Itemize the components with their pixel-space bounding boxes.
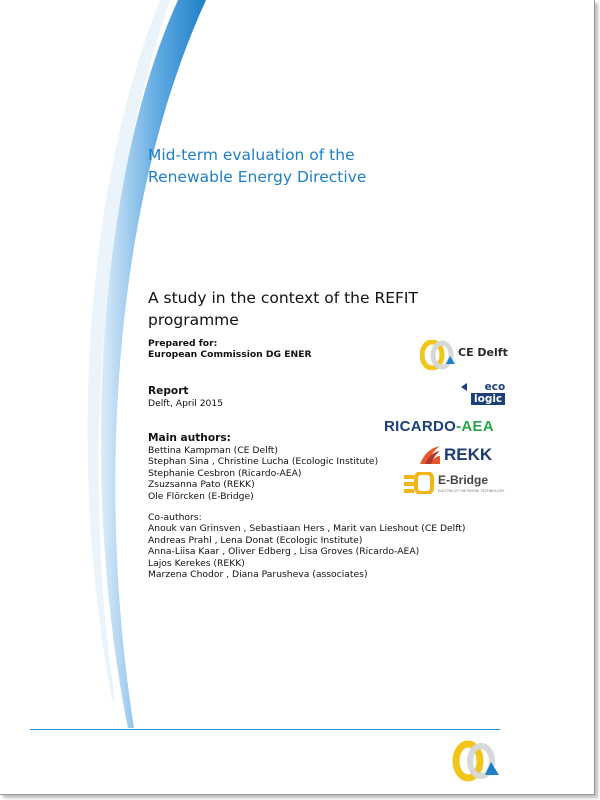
ecologic-logo (465, 381, 506, 407)
prepared-for-block (148, 338, 312, 361)
ecologic-wordmark (471, 381, 505, 405)
e-bridge-mark-icon (404, 472, 434, 494)
document-title (148, 144, 366, 188)
title-line-2: Renewable Energy Directive (148, 168, 367, 186)
ecologic-logo-text-top: eco (484, 381, 506, 393)
title-line-1: Mid-term evaluation of the (148, 146, 355, 164)
main-authors-label: Main authors: (148, 432, 231, 444)
author-line: Stephan Sina , Christine Lucha (Ecologic Institute) (148, 456, 379, 468)
footer-divider (30, 729, 500, 730)
prepared-for-label: Prepared for: (148, 338, 218, 349)
ecologic-logo-text-bottom: logic (471, 393, 505, 405)
rekk-logo (418, 444, 504, 468)
ricardo-logo-aea: AEA (461, 418, 494, 435)
report-date: Delft, April 2015 (148, 398, 224, 409)
co-author-line: Anna-Liisa Kaar , Oliver Edberg , Lisa Groves (Ricardo-AEA) (148, 546, 420, 558)
ce-delft-logo (420, 340, 510, 370)
co-author-line: Andreas Prahl , Lena Donat (Ecologic Institute) (148, 534, 363, 546)
ce-delft-mark-icon (420, 340, 458, 370)
ricardo-logo-dash: - (456, 418, 462, 435)
report-block (148, 385, 223, 409)
report-label: Report (148, 385, 189, 397)
document-subtitle: A study in the context of the REFIT programme (148, 289, 418, 329)
prepared-for-value: European Commission DG ENER (148, 349, 312, 361)
footer-ce-delft-logo (452, 740, 502, 782)
ecologic-mark-icon (461, 383, 471, 391)
co-author-line: Anouk van Grinsven , Sebastiaan Hers , Marit van Lieshout (CE Delft) (148, 523, 466, 535)
co-authors-block (148, 512, 466, 580)
ce-delft-footer-mark-icon (452, 740, 502, 782)
co-authors-label: Co-authors: (148, 512, 202, 523)
author-line: Ole Flörcken (E-Bridge) (148, 490, 254, 502)
e-bridge-logo-tagline: ELECTRICITY NETWORK TECHNOLOGY (438, 489, 505, 493)
e-bridge-logo (404, 472, 504, 496)
rekk-logo-text: REKK (444, 445, 493, 464)
author-line: Stephanie Cesbron (Ricardo-AEA) (148, 467, 302, 479)
co-author-line: Lajos Kerekes (REKK) (148, 557, 245, 569)
author-line: Bettina Kampman (CE Delft) (148, 445, 278, 456)
author-line: Zsuzsanna Pato (REKK) (148, 479, 255, 491)
co-author-line: Marzena Chodor , Diana Parusheva (associates) (148, 569, 368, 581)
main-authors-block (148, 432, 378, 502)
rekk-flame-icon (418, 444, 442, 466)
ricardo-logo-text: RICARDO (384, 418, 457, 435)
ricardo-aea-logo (384, 418, 494, 435)
e-bridge-logo-text: E-Bridge (438, 473, 489, 487)
ce-delft-logo-text: CE Delft (458, 346, 508, 359)
